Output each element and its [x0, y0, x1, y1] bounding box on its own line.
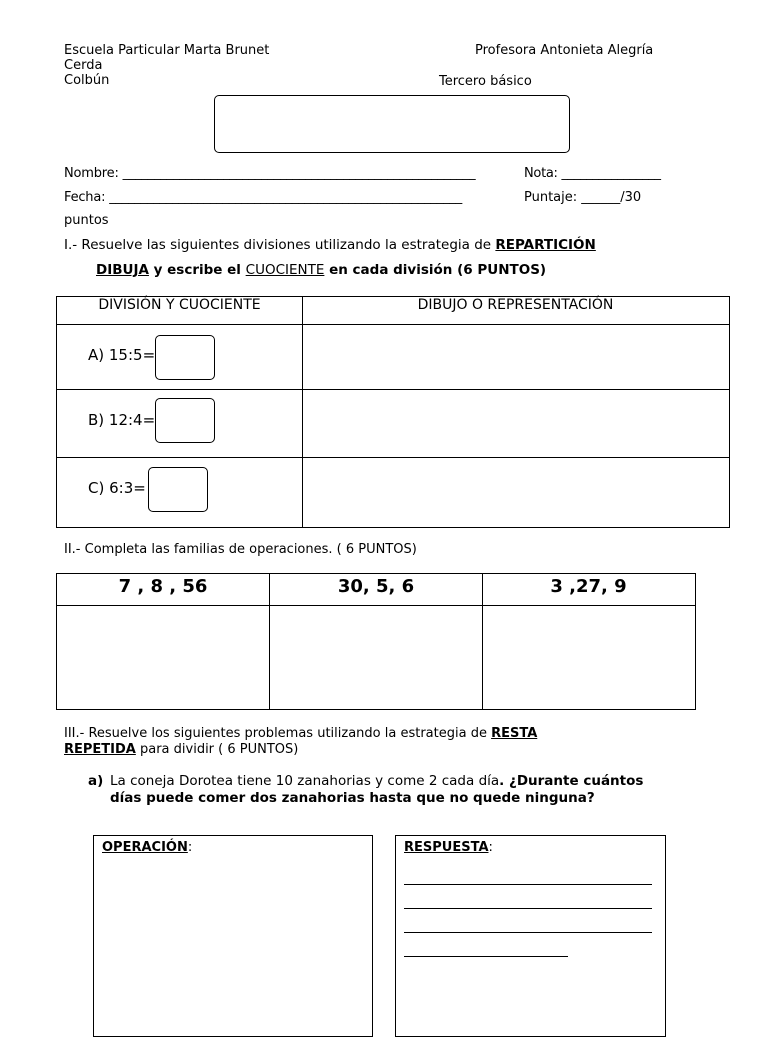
division-a-label: A) 15:5=: [88, 346, 156, 364]
line2-mid: y escribe el: [148, 262, 246, 278]
drawing-cell-b[interactable]: [304, 391, 728, 456]
date-blank[interactable]: ________________________________________________________: [109, 190, 463, 205]
operation-label: [102, 840, 192, 855]
section3-suffix: para dividir ( 6 PUNTOS): [135, 742, 299, 757]
name-blank[interactable]: ________________________________________________________: [122, 166, 476, 181]
division-c-label: C) 6:3=: [88, 479, 146, 497]
section1-strategy: REPARTICIÓN: [495, 237, 596, 253]
town-name: Colbún: [64, 73, 110, 88]
answer-box-a[interactable]: [155, 335, 215, 380]
answer-heading: RESPUESTA: [404, 840, 489, 855]
section1-prefix: I.- Resuelve las siguientes divisiones utilizando la estrategia de: [64, 237, 496, 253]
line2-end: en cada división (6 PUNTOS): [324, 262, 547, 278]
col-header-drawing: DIBUJO O REPRESENTACIÓN: [417, 297, 614, 313]
family-2: 30, 5, 6: [337, 576, 415, 597]
grade-field: [524, 166, 661, 181]
answer-label: [404, 840, 493, 855]
strategy-resta: RESTA: [491, 726, 538, 741]
operation-colon: :: [187, 840, 193, 855]
answer-colon: :: [488, 840, 493, 855]
score-unit: puntos: [64, 213, 109, 228]
quotient-word: CUOCIENTE: [245, 262, 325, 278]
drawing-cell-c[interactable]: [304, 459, 728, 525]
problem-a-statement: La coneja Dorotea tiene 10 zanahorias y come 2 cada día: [110, 773, 500, 789]
answer-box-c[interactable]: [148, 467, 208, 512]
school-name: Escuela Particular Marta Brunet Cerda Colbún: [64, 43, 270, 88]
name-label: Nombre:: [64, 166, 123, 181]
family-3: 3 ,27, 9: [550, 576, 627, 597]
problem-a-question: . ¿Durante cuántos días puede comer dos zanahorias hasta que no quede ninguna?: [110, 773, 644, 806]
section1-instruction: [64, 237, 596, 253]
col-header-division: DIVISIÓN Y CUOCIENTE: [98, 297, 261, 313]
family-cell-1[interactable]: [57, 607, 268, 707]
section3-prefix: III.- Resuelve los siguientes problemas utilizando la estrategia de: [64, 726, 492, 741]
score-field: [524, 190, 641, 205]
answer-box-b[interactable]: [155, 398, 215, 443]
division-b-label: B) 12:4=: [88, 411, 156, 429]
grade-label: Nota:: [524, 166, 562, 181]
problem-a-text: [110, 773, 670, 807]
date-field-row: [64, 190, 462, 205]
answer-line-2[interactable]: [404, 908, 652, 909]
draw-word: DIBUJA: [96, 262, 149, 278]
strategy-repetida: REPETIDA: [64, 742, 136, 757]
answer-box[interactable]: [395, 835, 666, 1037]
operation-heading: OPERACIÓN: [102, 840, 188, 855]
score-blank[interactable]: ______/30: [581, 190, 642, 205]
name-field-row: [64, 166, 475, 181]
family-cell-3[interactable]: [483, 607, 693, 707]
section1-instruction-line2: [96, 262, 546, 278]
section2-title: II.- Completa las familias de operaciones. ( 6 PUNTOS): [64, 542, 417, 557]
answer-line-1[interactable]: [404, 884, 652, 885]
section3-instruction: [64, 726, 654, 758]
grade-blank[interactable]: ________________: [561, 166, 661, 181]
answer-line-3[interactable]: [404, 932, 652, 933]
operation-box[interactable]: [93, 835, 373, 1037]
family-1: 7 , 8 , 56: [118, 576, 208, 597]
date-label: Fecha:: [64, 190, 110, 205]
problem-a-label: a): [88, 773, 104, 789]
grade-level: Tercero básico: [439, 74, 532, 89]
teacher-name: Profesora Antonieta Alegría: [475, 43, 654, 58]
family-cell-2[interactable]: [270, 607, 481, 707]
drawing-cell-a[interactable]: [304, 326, 728, 388]
score-label: Puntaje:: [524, 190, 582, 205]
title-box[interactable]: [214, 95, 570, 153]
answer-line-4[interactable]: [404, 956, 568, 957]
